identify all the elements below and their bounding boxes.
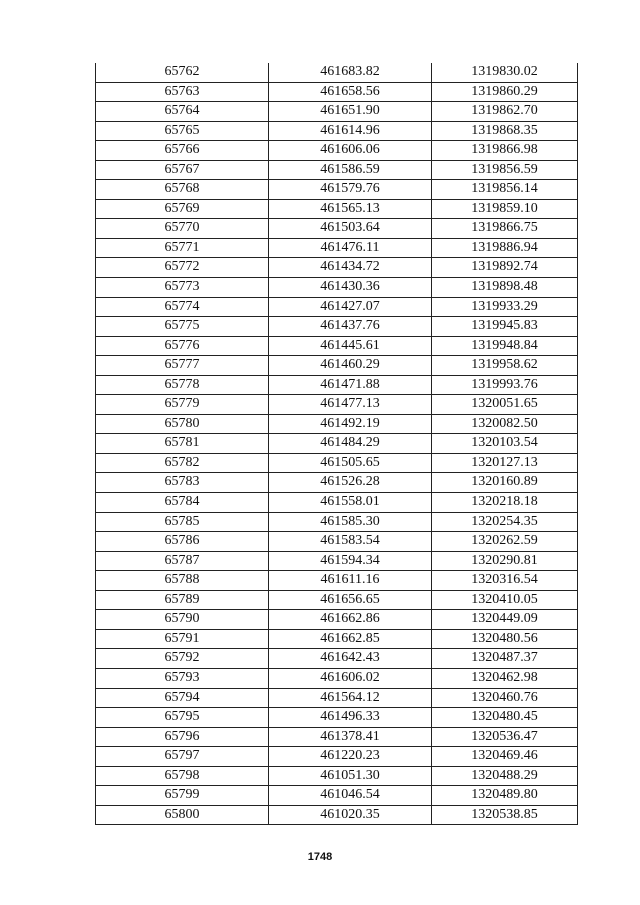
y-coordinate-cell: 1320536.47 bbox=[432, 727, 578, 747]
x-coordinate-cell: 461437.76 bbox=[269, 317, 432, 337]
point-id-cell: 65797 bbox=[96, 747, 269, 767]
point-id-cell: 65786 bbox=[96, 532, 269, 552]
table-row bbox=[96, 512, 578, 532]
x-coordinate-cell: 461492.19 bbox=[269, 414, 432, 434]
table-row bbox=[96, 590, 578, 610]
table-row bbox=[96, 141, 578, 161]
y-coordinate-cell: 1319830.02 bbox=[432, 63, 578, 82]
table-row bbox=[96, 160, 578, 180]
x-coordinate-cell: 461662.85 bbox=[269, 629, 432, 649]
y-coordinate-cell: 1320462.98 bbox=[432, 668, 578, 688]
point-id-cell: 65766 bbox=[96, 141, 269, 161]
table-row bbox=[96, 786, 578, 806]
point-id-cell: 65789 bbox=[96, 590, 269, 610]
x-coordinate-cell: 461642.43 bbox=[269, 649, 432, 669]
x-coordinate-cell: 461445.61 bbox=[269, 336, 432, 356]
point-id-cell: 65784 bbox=[96, 493, 269, 513]
x-coordinate-cell: 461220.23 bbox=[269, 747, 432, 767]
table-row bbox=[96, 649, 578, 669]
page-number: 1748 bbox=[307, 851, 333, 863]
point-id-cell: 65775 bbox=[96, 317, 269, 337]
table-row bbox=[96, 610, 578, 630]
y-coordinate-cell: 1320290.81 bbox=[432, 551, 578, 571]
table-row bbox=[96, 317, 578, 337]
y-coordinate-cell: 1320489.80 bbox=[432, 786, 578, 806]
x-coordinate-cell: 461526.28 bbox=[269, 473, 432, 493]
table-row bbox=[96, 278, 578, 298]
table-row bbox=[96, 199, 578, 219]
y-coordinate-cell: 1319958.62 bbox=[432, 356, 578, 376]
x-coordinate-cell: 461484.29 bbox=[269, 434, 432, 454]
x-coordinate-cell: 461558.01 bbox=[269, 493, 432, 513]
x-coordinate-cell: 461051.30 bbox=[269, 766, 432, 786]
x-coordinate-cell: 461565.13 bbox=[269, 199, 432, 219]
y-coordinate-cell: 1319868.35 bbox=[432, 121, 578, 141]
x-coordinate-cell: 461460.29 bbox=[269, 356, 432, 376]
table-row bbox=[96, 551, 578, 571]
y-coordinate-cell: 1320469.46 bbox=[432, 747, 578, 767]
point-id-cell: 65793 bbox=[96, 668, 269, 688]
y-coordinate-cell: 1320488.29 bbox=[432, 766, 578, 786]
table-row bbox=[96, 336, 578, 356]
y-coordinate-cell: 1319856.14 bbox=[432, 180, 578, 200]
x-coordinate-cell: 461658.56 bbox=[269, 82, 432, 102]
y-coordinate-cell: 1320538.85 bbox=[432, 805, 578, 825]
y-coordinate-cell: 1320254.35 bbox=[432, 512, 578, 532]
table-row bbox=[96, 375, 578, 395]
point-id-cell: 65768 bbox=[96, 180, 269, 200]
point-id-cell: 65798 bbox=[96, 766, 269, 786]
y-coordinate-cell: 1320410.05 bbox=[432, 590, 578, 610]
point-id-cell: 65794 bbox=[96, 688, 269, 708]
y-coordinate-cell: 1319948.84 bbox=[432, 336, 578, 356]
point-id-cell: 65762 bbox=[96, 63, 269, 82]
table-row bbox=[96, 747, 578, 767]
y-coordinate-cell: 1319866.98 bbox=[432, 141, 578, 161]
point-id-cell: 65788 bbox=[96, 571, 269, 591]
x-coordinate-cell: 461579.76 bbox=[269, 180, 432, 200]
y-coordinate-cell: 1319886.94 bbox=[432, 238, 578, 258]
table-row bbox=[96, 356, 578, 376]
table-row bbox=[96, 493, 578, 513]
point-id-cell: 65778 bbox=[96, 375, 269, 395]
x-coordinate-cell: 461594.34 bbox=[269, 551, 432, 571]
point-id-cell: 65779 bbox=[96, 395, 269, 415]
x-coordinate-cell: 461505.65 bbox=[269, 453, 432, 473]
y-coordinate-cell: 1319856.59 bbox=[432, 160, 578, 180]
y-coordinate-cell: 1319898.48 bbox=[432, 278, 578, 298]
x-coordinate-cell: 461564.12 bbox=[269, 688, 432, 708]
y-coordinate-cell: 1319933.29 bbox=[432, 297, 578, 317]
point-id-cell: 65781 bbox=[96, 434, 269, 454]
point-id-cell: 65782 bbox=[96, 453, 269, 473]
table-row bbox=[96, 668, 578, 688]
point-id-cell: 65774 bbox=[96, 297, 269, 317]
x-coordinate-cell: 461606.06 bbox=[269, 141, 432, 161]
table-row bbox=[96, 453, 578, 473]
point-id-cell: 65773 bbox=[96, 278, 269, 298]
x-coordinate-cell: 461583.54 bbox=[269, 532, 432, 552]
table-row bbox=[96, 297, 578, 317]
table-row bbox=[96, 219, 578, 239]
x-coordinate-cell: 461683.82 bbox=[269, 63, 432, 82]
table-row bbox=[96, 473, 578, 493]
x-coordinate-cell: 461656.65 bbox=[269, 590, 432, 610]
point-id-cell: 65785 bbox=[96, 512, 269, 532]
table-row bbox=[96, 708, 578, 728]
table-row bbox=[96, 395, 578, 415]
point-id-cell: 65800 bbox=[96, 805, 269, 825]
x-coordinate-cell: 461430.36 bbox=[269, 278, 432, 298]
point-id-cell: 65764 bbox=[96, 102, 269, 122]
y-coordinate-cell: 1320082.50 bbox=[432, 414, 578, 434]
point-id-cell: 65770 bbox=[96, 219, 269, 239]
table-row bbox=[96, 688, 578, 708]
table-row bbox=[96, 102, 578, 122]
y-coordinate-cell: 1319862.70 bbox=[432, 102, 578, 122]
x-coordinate-cell: 461434.72 bbox=[269, 258, 432, 278]
x-coordinate-cell: 461586.59 bbox=[269, 160, 432, 180]
y-coordinate-cell: 1320480.45 bbox=[432, 708, 578, 728]
table-row bbox=[96, 629, 578, 649]
table-row bbox=[96, 434, 578, 454]
x-coordinate-cell: 461496.33 bbox=[269, 708, 432, 728]
table-row bbox=[96, 82, 578, 102]
point-id-cell: 65791 bbox=[96, 629, 269, 649]
y-coordinate-cell: 1320160.89 bbox=[432, 473, 578, 493]
y-coordinate-cell: 1320127.13 bbox=[432, 453, 578, 473]
point-id-cell: 65771 bbox=[96, 238, 269, 258]
point-id-cell: 65776 bbox=[96, 336, 269, 356]
y-coordinate-cell: 1319866.75 bbox=[432, 219, 578, 239]
y-coordinate-cell: 1319892.74 bbox=[432, 258, 578, 278]
x-coordinate-cell: 461585.30 bbox=[269, 512, 432, 532]
table-row bbox=[96, 258, 578, 278]
y-coordinate-cell: 1320480.56 bbox=[432, 629, 578, 649]
table-row bbox=[96, 121, 578, 141]
table-row bbox=[96, 238, 578, 258]
x-coordinate-cell: 461662.86 bbox=[269, 610, 432, 630]
table-row bbox=[96, 805, 578, 825]
point-id-cell: 65783 bbox=[96, 473, 269, 493]
x-coordinate-cell: 461503.64 bbox=[269, 219, 432, 239]
x-coordinate-cell: 461471.88 bbox=[269, 375, 432, 395]
table-row bbox=[96, 63, 578, 82]
x-coordinate-cell: 461614.96 bbox=[269, 121, 432, 141]
y-coordinate-cell: 1320051.65 bbox=[432, 395, 578, 415]
point-id-cell: 65790 bbox=[96, 610, 269, 630]
point-id-cell: 65796 bbox=[96, 727, 269, 747]
point-id-cell: 65777 bbox=[96, 356, 269, 376]
point-id-cell: 65795 bbox=[96, 708, 269, 728]
y-coordinate-cell: 1320103.54 bbox=[432, 434, 578, 454]
y-coordinate-cell: 1319945.83 bbox=[432, 317, 578, 337]
x-coordinate-cell: 461611.16 bbox=[269, 571, 432, 591]
y-coordinate-cell: 1320218.18 bbox=[432, 493, 578, 513]
y-coordinate-cell: 1320487.37 bbox=[432, 649, 578, 669]
table-row bbox=[96, 532, 578, 552]
table-body bbox=[96, 63, 578, 825]
y-coordinate-cell: 1320316.54 bbox=[432, 571, 578, 591]
table-row bbox=[96, 180, 578, 200]
coordinates-table bbox=[95, 63, 578, 825]
x-coordinate-cell: 461651.90 bbox=[269, 102, 432, 122]
y-coordinate-cell: 1320449.09 bbox=[432, 610, 578, 630]
table-row bbox=[96, 727, 578, 747]
point-id-cell: 65769 bbox=[96, 199, 269, 219]
point-id-cell: 65799 bbox=[96, 786, 269, 806]
y-coordinate-cell: 1320460.76 bbox=[432, 688, 578, 708]
y-coordinate-cell: 1319993.76 bbox=[432, 375, 578, 395]
point-id-cell: 65765 bbox=[96, 121, 269, 141]
table-row bbox=[96, 414, 578, 434]
table-row bbox=[96, 571, 578, 591]
y-coordinate-cell: 1319859.10 bbox=[432, 199, 578, 219]
x-coordinate-cell: 461477.13 bbox=[269, 395, 432, 415]
point-id-cell: 65787 bbox=[96, 551, 269, 571]
point-id-cell: 65772 bbox=[96, 258, 269, 278]
x-coordinate-cell: 461046.54 bbox=[269, 786, 432, 806]
point-id-cell: 65763 bbox=[96, 82, 269, 102]
x-coordinate-cell: 461427.07 bbox=[269, 297, 432, 317]
table-row bbox=[96, 766, 578, 786]
x-coordinate-cell: 461476.11 bbox=[269, 238, 432, 258]
x-coordinate-cell: 461020.35 bbox=[269, 805, 432, 825]
point-id-cell: 65767 bbox=[96, 160, 269, 180]
x-coordinate-cell: 461606.02 bbox=[269, 668, 432, 688]
x-coordinate-cell: 461378.41 bbox=[269, 727, 432, 747]
point-id-cell: 65780 bbox=[96, 414, 269, 434]
y-coordinate-cell: 1319860.29 bbox=[432, 82, 578, 102]
point-id-cell: 65792 bbox=[96, 649, 269, 669]
y-coordinate-cell: 1320262.59 bbox=[432, 532, 578, 552]
